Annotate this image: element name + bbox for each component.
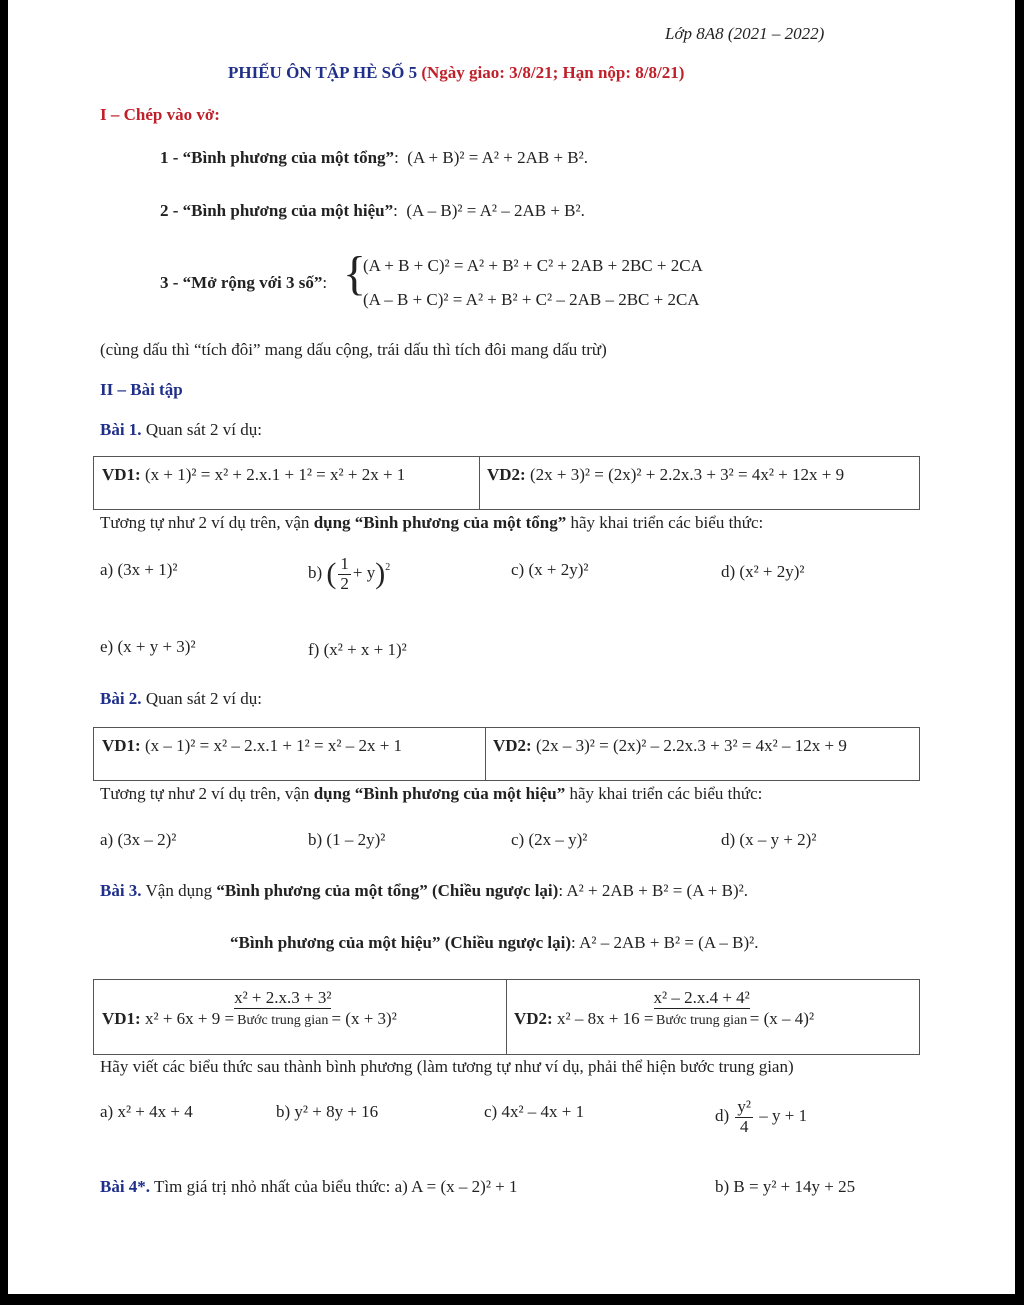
formula-3-line2: (A – B + C)² = A² + B² + C² – 2AB – 2BC + 2CA	[363, 290, 700, 309]
bai1-vd1-formula: (x + 1)² = x² + 2.x.1 + 1² = x² + 2x + 1	[144, 465, 406, 484]
bai3-vd2-post: = (x – 4)²	[749, 1009, 815, 1028]
bai1-item-d: d) (x² + 2y)²	[721, 562, 805, 581]
bai3-line2	[230, 933, 759, 953]
bai3-item-c: c) 4x² – 4x + 1	[484, 1102, 585, 1121]
bai2-example-box	[93, 727, 920, 781]
bai1-intro	[100, 420, 262, 440]
bai1-b-rest: + y	[352, 563, 376, 583]
bai1-label: Bài 1.	[100, 420, 142, 439]
page-title	[228, 63, 684, 83]
bai1-instruction	[100, 513, 763, 533]
bai2-vd1-formula: (x – 1)² = x² – 2.x.1 + 1² = x² – 2x + 1	[144, 736, 403, 755]
bai3-line1-formula: : A² + 2AB + B² = (A + B)².	[558, 881, 748, 900]
bai2-item-b: b) (1 – 2y)²	[308, 830, 386, 849]
bai2-instruction-post: hãy khai triển các biểu thức:	[569, 784, 763, 803]
bai4-item-a: a) A = (x – 2)² + 1	[394, 1177, 518, 1196]
bai3-d-denominator: 4	[739, 1116, 749, 1136]
bai1-vd1-label: VD1:	[102, 465, 141, 484]
left-brace: {	[343, 247, 367, 300]
bai2-item-d: d) (x – y + 2)²	[721, 830, 817, 849]
bai2-item-a: a) (3x – 2)²	[100, 830, 177, 849]
bai1-instruction-bold: dụng “Bình phương của một tổng”	[313, 513, 567, 532]
formula-2: 2 - “Bình phương của một hiệu”: (A – B)² = A² – 2AB + B².	[160, 201, 585, 220]
bai3-item-d	[715, 1098, 807, 1136]
section2-heading: II – Bài tập	[100, 380, 183, 399]
bai1-item-b: b) ( $\frac{1}{2}$ + y)$^2$	[308, 554, 391, 593]
bai3-vd1-post: = (x + 3)²	[331, 1009, 397, 1028]
bai2-instruction	[100, 784, 762, 804]
bai2-label: Bài 2.	[100, 689, 142, 708]
bai1-b-numerator: 1	[340, 554, 349, 573]
bai3-d-numerator: y²	[737, 1097, 752, 1116]
formula-1: 1 - “Bình phương của một tổng”: (A + B)² = A² + 2AB + B².	[160, 148, 588, 167]
bai3-vd1-pre: x² + 6x + 9 =	[144, 1009, 235, 1028]
bai3-label: Bài 3.	[100, 881, 142, 900]
bai2-intro-text: Quan sát 2 ví dụ:	[145, 689, 262, 708]
bai1-example-box	[93, 456, 920, 510]
bai2-intro	[100, 689, 262, 709]
bai1-intro-text: Quan sát 2 ví dụ:	[145, 420, 262, 439]
bai1-vd2-formula: (2x + 3)² = (2x)² + 2.2x.3 + 3² = 4x² + 12x + 9	[529, 465, 845, 484]
bai3-item-b: b) y² + 8y + 16	[276, 1102, 379, 1121]
bai3-line2-bold: “Bình phương của một hiệu” (Chiều ngược lại)	[230, 933, 572, 952]
bai1-vd2	[487, 465, 844, 485]
bai3-vd1-step-label: Bước trung gian	[237, 1013, 329, 1028]
formula-2-label: 2 - “Bình phương của một hiệu”	[160, 201, 394, 220]
bai2-item-c: c) (2x – y)²	[511, 830, 588, 849]
bai3-vd2-mid: x² – 2.x.4 + 4²	[653, 988, 750, 1007]
formula-3-label-wrap: 3 - “Mở rộng với 3 số”:	[160, 273, 328, 292]
bai1-instruction-pre: Tương tự như 2 ví dụ trên, vận	[100, 513, 310, 532]
bai4-label: Bài 4*.	[100, 1177, 151, 1196]
worksheet-page	[8, 0, 1015, 1294]
formula-3-line1: (A + B + C)² = A² + B² + C² + 2AB + 2BC + 2CA	[363, 256, 703, 275]
bai3-line1	[100, 881, 748, 901]
sign-note: (cùng dấu thì “tích đôi” mang dấu cộng, trái dấu thì tích đôi mang dấu trừ)	[100, 340, 607, 359]
formula-1-label: 1 - “Bình phương của một tổng”	[160, 148, 395, 167]
bai3-vd2-pre: x² – 8x + 16 =	[556, 1009, 654, 1028]
bai2-vd1-label: VD1:	[102, 736, 141, 755]
bai4-intro: Tìm giá trị nhỏ nhất của biểu thức:	[154, 1177, 391, 1196]
bai2-vd2-formula: (2x – 3)² = (2x)² – 2.2x.3 + 3² = 4x² – 12x + 9	[535, 736, 847, 755]
bai1-instruction-post: hãy khai triển các biểu thức:	[570, 513, 764, 532]
bai1-item-e: e) (x + y + 3)²	[100, 637, 196, 656]
bai1-item-c: c) (x + 2y)²	[511, 560, 589, 579]
title-dates: (Ngày giao: 3/8/21; Hạn nộp: 8/8/21)	[421, 63, 685, 82]
formula-2-expr: (A – B)² = A² – 2AB + B².	[406, 201, 585, 220]
bai2-instruction-pre: Tương tự như 2 ví dụ trên, vận	[100, 784, 310, 803]
formula-1-expr: (A + B)² = A² + 2AB + B².	[407, 148, 588, 167]
formula-3-label: 3 - “Mở rộng với 3 số”	[160, 273, 323, 292]
bai3-instruction: Hãy viết các biểu thức sau thành bình phương (làm tương tự như ví dụ, phải thể hiện bước trung gian)	[100, 1057, 794, 1076]
bai2-vd1	[102, 736, 402, 756]
bai3-d-rest: – y + 1	[759, 1106, 808, 1126]
bai3-line1-bold: “Bình phương của một tổng” (Chiều ngược lại)	[216, 881, 559, 900]
bai3-item-d-label: d)	[715, 1106, 730, 1126]
bai2-instruction-bold: dụng “Bình phương của một hiệu”	[313, 784, 566, 803]
bai1-vd2-label: VD2:	[487, 465, 526, 484]
bai1-vd1	[102, 465, 405, 485]
bai1-box-divider	[479, 457, 480, 509]
bai2-vd2-label: VD2:	[493, 736, 532, 755]
bai1-item-a: a) (3x + 1)²	[100, 560, 178, 579]
bai3-vd2	[514, 988, 814, 1029]
bai3-line1-pre: Vận dụng	[145, 881, 213, 900]
bai2-vd2	[493, 736, 847, 756]
bai3-vd1-mid: x² + 2.x.3 + 3²	[234, 988, 332, 1007]
bai1-item-f: f) (x² + x + 1)²	[308, 640, 407, 659]
bai3-vd2-label: VD2:	[514, 1009, 553, 1028]
bai3-vd1-label: VD1:	[102, 1009, 141, 1028]
bai1-b-denominator: 2	[340, 573, 349, 593]
bai2-box-divider	[485, 728, 486, 780]
class-label: Lớp 8A8 (2021 – 2022)	[665, 24, 825, 43]
title-main: PHIẾU ÔN TẬP HÈ SỐ 5	[228, 63, 418, 82]
bai3-box-divider	[506, 980, 507, 1054]
bai3-line2-formula: : A² – 2AB + B² = (A – B)².	[571, 933, 759, 952]
section1-heading: I – Chép vào vở:	[100, 105, 220, 124]
bai4-item-b: b) B = y² + 14y + 25	[715, 1177, 856, 1196]
bai3-vd2-step-label: Bước trung gian	[656, 1013, 748, 1028]
bai4-line	[100, 1177, 518, 1197]
bai1-item-b-label: b)	[308, 563, 323, 583]
bai3-vd1	[102, 988, 397, 1029]
bai3-example-box	[93, 979, 920, 1055]
bai3-item-a: a) x² + 4x + 4	[100, 1102, 193, 1121]
